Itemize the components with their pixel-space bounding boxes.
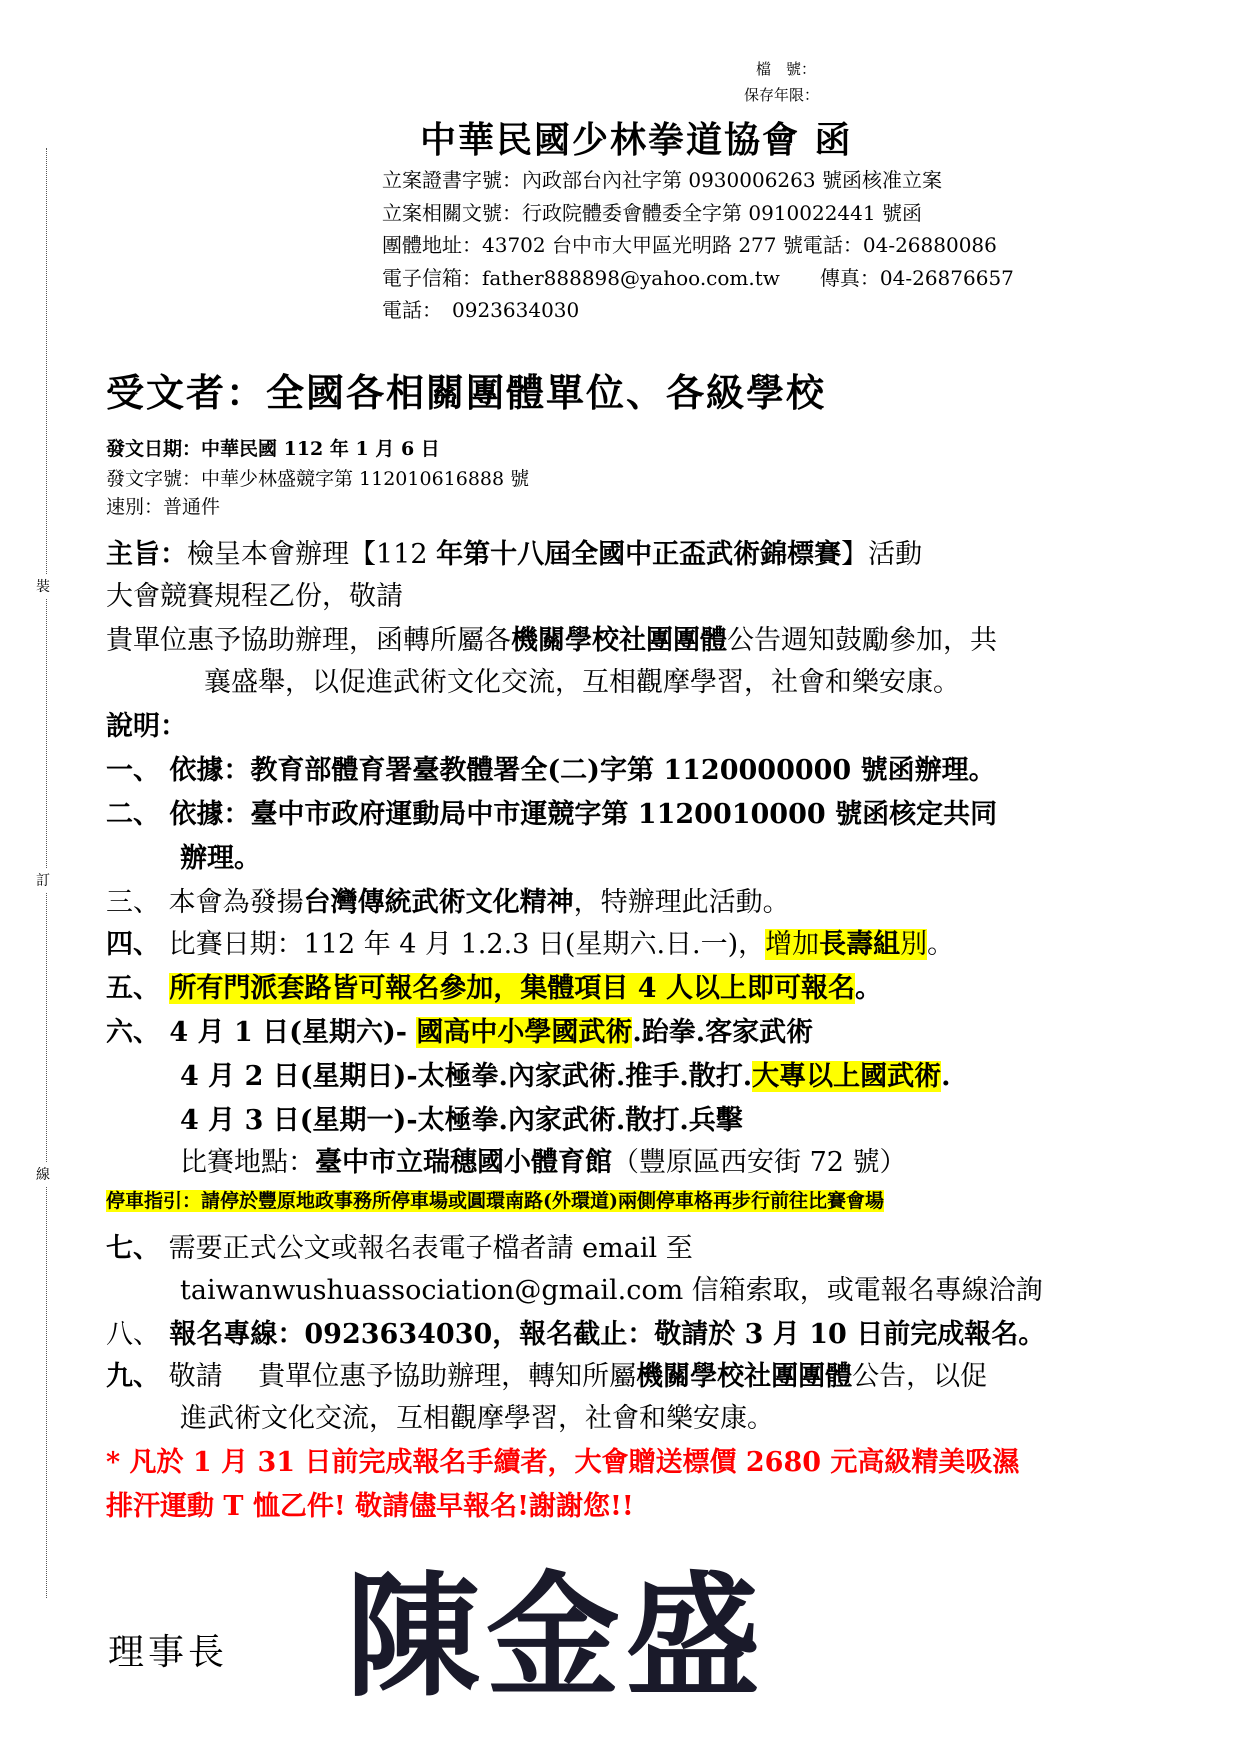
contact-phone: 電話： 0923634030 bbox=[382, 298, 580, 322]
file-number-label: 檔 號： bbox=[756, 60, 817, 78]
explanation-item-7-line-2: taiwanwushuassociation@gmail.com 信箱索取，或電報名專線洽詢 bbox=[180, 1275, 1043, 1306]
item5-end: 。 bbox=[855, 973, 882, 1004]
issue-number: 發文字號：中華少林盛競字第 112010616888 號 bbox=[106, 468, 530, 490]
item5-number: 五、 bbox=[106, 973, 170, 1004]
item3-pre: 本會為發揚 bbox=[160, 887, 304, 918]
item4-hl-bold: 長壽組 bbox=[819, 929, 901, 960]
delivery-speed: 速別：普通件 bbox=[106, 496, 221, 518]
tshirt-notice-line-2: 排汗運動 T 恤乙件! 敬請儘早報名!謝謝您!! bbox=[106, 1491, 634, 1522]
item9-number: 九、 bbox=[106, 1361, 160, 1392]
subject-post: 】活動 bbox=[841, 539, 923, 570]
explanation-item-7-line-1 bbox=[106, 1226, 693, 1265]
parking-guide bbox=[106, 1186, 884, 1213]
venue-name: 臺中市立瑞穗國小體育館 bbox=[315, 1147, 612, 1178]
item4-highlight bbox=[765, 929, 927, 960]
item3-bold: 台灣傳統武術文化精神 bbox=[303, 887, 574, 918]
signature-title: 理事長 bbox=[108, 1632, 229, 1673]
explanation-item-2-line-2: 辦理。 bbox=[180, 843, 261, 874]
venue bbox=[180, 1140, 907, 1179]
parking-guide-text: 停車指引：請停於豐原地政事務所停車場或圓環南路(外環道)兩側停車格再步行前往比賽會場 bbox=[106, 1190, 884, 1212]
item7-number: 七、 bbox=[106, 1233, 160, 1264]
item6-l1-post: .跆拳.客家武術 bbox=[632, 1017, 814, 1048]
item3-post: ，特辦理此活動。 bbox=[573, 887, 790, 918]
explanation-item-6-line-3: 4 月 3 日(星期一)-太極拳.內家武術.散打.兵擊 bbox=[180, 1105, 743, 1136]
item5-highlight: 所有門派套路皆可報名參加，集體項目 4 人以上即可報名 bbox=[169, 973, 855, 1004]
item7-l1: 需要正式公文或報名表電子檔者請 email 至 bbox=[160, 1233, 693, 1264]
item6-l1-pre: 4 月 1 日(星期六)- bbox=[160, 1017, 417, 1048]
venue-address: （豐原區西安街 72 號） bbox=[612, 1147, 907, 1178]
registration-doc: 立案相關文號：行政院體委會體委全字第 0910022441 號函 bbox=[382, 201, 922, 225]
binding-mark-top: 裝 bbox=[36, 574, 50, 598]
item4-hl-post: 別 bbox=[900, 929, 928, 960]
subject-line3-bold: 機關學校社團團體 bbox=[511, 625, 727, 656]
registration-cert: 立案證書字號：內政部台內社字第 0930006263 號函核准立案 bbox=[382, 168, 942, 192]
item4-end: 。 bbox=[927, 929, 955, 960]
subject-line3-post: 公告週知鼓勵參加，共 bbox=[727, 625, 997, 656]
item6-number: 六、 bbox=[106, 1017, 160, 1048]
tshirt-notice-line-1: * 凡於 1 月 31 日前完成報名手續者，大會贈送標價 2680 元高級精美吸濕 bbox=[106, 1447, 1020, 1478]
subject-line-3 bbox=[106, 618, 997, 657]
subject-label: 主旨： bbox=[106, 539, 187, 570]
item9-bold: 機關學校社團團體 bbox=[636, 1361, 853, 1392]
explanation-item-2-line-1: 二、 依據：臺中市政府運動局中市運競字第 1120010000 號函核定共同 bbox=[106, 799, 998, 830]
item4-text: 比賽日期：112 年 4 月 1.2.3 日(星期六.日.一)， bbox=[160, 929, 766, 960]
explanation-item-1: 一、 依據：教育部體育署臺教體署全(二)字第 1120000000 號函辦理。 bbox=[106, 755, 996, 786]
binding-mark-middle: 訂 bbox=[36, 868, 50, 892]
item6-l2-pre: 4 月 2 日(星期日)-太極拳.內家武術.推手.散打. bbox=[180, 1061, 753, 1092]
explanation-item-3 bbox=[106, 880, 790, 919]
organization-title: 中華民國少林拳道協會 函 bbox=[420, 119, 853, 161]
item3-number: 三、 bbox=[106, 887, 160, 918]
subject-pre: 檢呈本會辦理【 bbox=[187, 539, 376, 570]
explanation-label: 說明： bbox=[106, 711, 187, 742]
item8-number: 八、 bbox=[106, 1319, 160, 1350]
explanation-item-4 bbox=[106, 922, 954, 961]
chairman-signature: 陳金盛 bbox=[346, 1557, 767, 1715]
subject-line-4: 襄盛舉，以促進武術文化交流，互相觀摩學習，社會和樂安康。 bbox=[204, 667, 960, 698]
binding-mark-bottom: 線 bbox=[36, 1162, 50, 1186]
item4-number: 四、 bbox=[106, 929, 160, 960]
event-year: 112 bbox=[376, 539, 437, 570]
item9-post: 公告，以促 bbox=[852, 1361, 988, 1392]
keep-period-label: 保存年限： bbox=[744, 86, 820, 104]
recipient: 受文者：全國各相關團體單位、各級學校 bbox=[106, 370, 827, 415]
explanation-item-6-line-2 bbox=[180, 1054, 951, 1093]
item4-hl-pre: 增加 bbox=[765, 929, 820, 960]
venue-label: 比賽地點： bbox=[180, 1147, 315, 1178]
item6-l2-highlight: 大專以上國武術 bbox=[752, 1061, 942, 1092]
explanation-item-9-line-2: 進武術文化交流，互相觀摩學習，社會和樂安康。 bbox=[180, 1403, 774, 1434]
explanation-item-6-line-1 bbox=[106, 1010, 813, 1049]
subject-line-2: 大會競賽規程乙份，敬請 bbox=[106, 581, 403, 612]
item6-l2-post: . bbox=[941, 1061, 951, 1092]
issue-date: 發文日期：中華民國 112 年 1 月 6 日 bbox=[106, 438, 440, 460]
subject-line3-pre: 貴單位惠予協助辦理，函轉所屬各 bbox=[106, 625, 511, 656]
explanation-item-8 bbox=[106, 1312, 1045, 1351]
explanation-item-9-line-1 bbox=[106, 1354, 987, 1393]
email-fax: 電子信箱：father888898@yahoo.com.tw 傳真：04-26876657 bbox=[382, 266, 1014, 290]
item9-pre: 敬請 貴單位惠予協助辦理，轉知所屬 bbox=[160, 1361, 637, 1392]
item8-text: 報名專線：0923634030，報名截止：敬請於 3 月 10 日前完成報名。 bbox=[160, 1319, 1046, 1350]
explanation-item-5 bbox=[106, 966, 882, 1005]
address-phone: 團體地址：43702 台中市大甲區光明路 277 號電話：04-26880086 bbox=[382, 233, 997, 257]
event-name: 年第十八屆全國中正盃武術錦標賽 bbox=[436, 539, 842, 570]
item6-l1-highlight: 國高中小學國武術 bbox=[416, 1017, 633, 1048]
subject-line-1 bbox=[106, 532, 922, 571]
